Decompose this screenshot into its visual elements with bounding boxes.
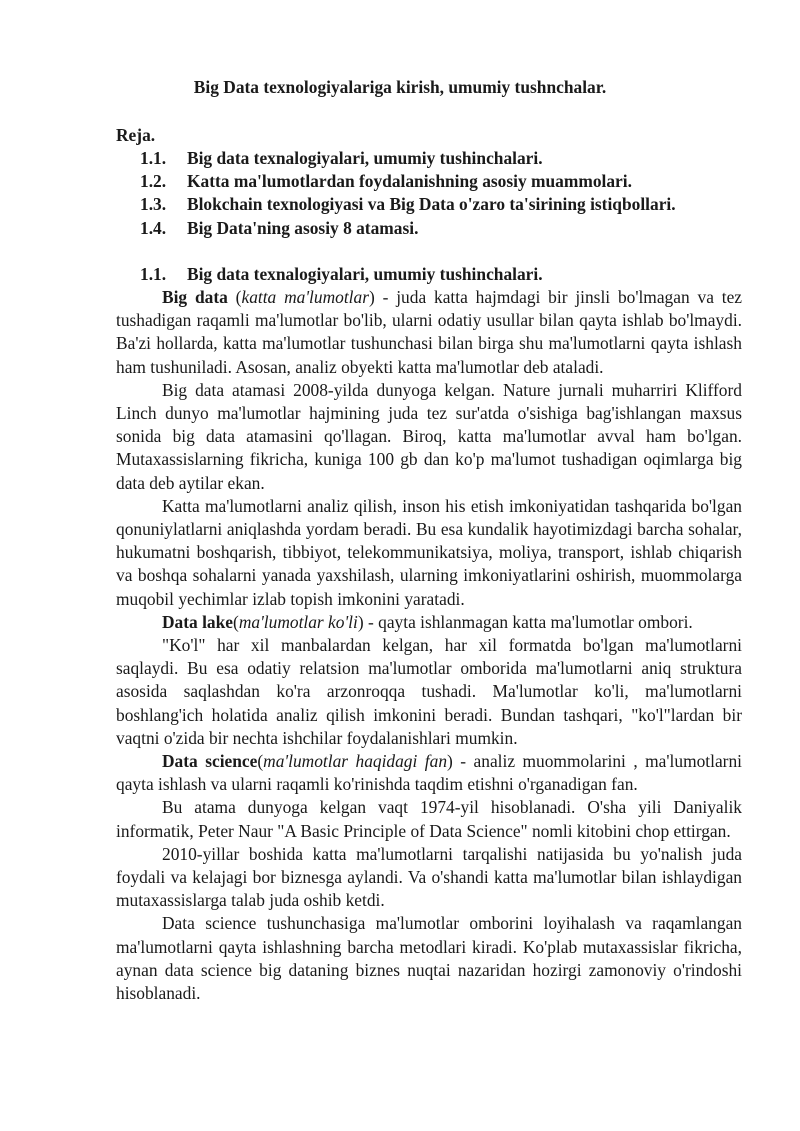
plan-item — [140, 193, 676, 216]
plan-item-text: Big data texnalogiyalari, umumiy tushinchalari. — [187, 148, 543, 168]
term-translation: ma'lumotlar haqidagi fan — [263, 751, 448, 772]
section-heading — [140, 263, 543, 286]
paren-open: ( — [257, 751, 264, 772]
plan-item-text: Blokchain texnologiyasi va Big Data o'zaro ta'sirining istiqbollari. — [187, 194, 676, 215]
plan-item-number: 1.3. — [140, 194, 167, 215]
plan-heading: Reja. — [116, 125, 156, 145]
paragraph-big-data — [116, 286, 742, 379]
paragraph-text: ) - analiz muommolarini , ma'lumotlarni qayta ishlash va ularni raqamli ko'rinishda taqdim etishni o'rganadigan fan. — [116, 751, 742, 795]
paren-open: ( — [227, 287, 242, 307]
section-title: Big data texnalogiyalari, umumiy tushinchalari. — [187, 264, 543, 284]
plan-list — [140, 147, 676, 240]
plan-item-number: 1.2. — [140, 171, 167, 192]
term-data-science: Data science — [162, 751, 258, 772]
paragraph: 2010-yillar boshida katta ma'lumotlarni tarqalishi natijasida bu yo'nalish juda foydali va kelajagi bor biznesga aylandi. Va o'shandi katta ma'lumotlar bilan ishlaydigan mutaxassislarga talab juda oshib ketdi. — [116, 843, 742, 911]
term-data-lake: Data lake — [162, 611, 234, 632]
paragraph-text: ) - juda katta hajmdagi bir jinsli bo'lmagan va tez tushadigan raqamli ma'lumotlar bo'lib, ularni odatiy usullar bilan qayta ishlab bo'lmaydi. Ba'zi hollarda, katta ma'lumotlar tushunchasi bilan birga shu ma'lumotlarni qayta ishlash ham tushuniladi. Asosan, analiz obyekti katta ma'lumotlar deb ataladi. — [116, 287, 743, 377]
paragraph: Data science tushunchasiga ma'lumotlar omborini loyihalash va raqamlangan ma'lumotlarni qayta ishlashning barcha metodlari kiradi. Ko'plab mutaxassislar fikricha, aynan data science big dataning biznes nuqtai nazaridan hozirgi zamonoviy o'rindoshi hisoblanadi. — [116, 913, 742, 1004]
paragraph-data-lake — [116, 611, 742, 634]
paren-open: ( — [233, 611, 239, 632]
paragraph: "Ko'l" har xil manbalardan kelgan, har xil formatda bo'lgan ma'lumotlarni saqlaydi. Bu esa odatiy relatsion ma'lumotlar omborida ma'lumotlarni aniq struktura asosida saqlashdan ko'ra arzonroqqa tushadi. Ma'lumotlar ko'li, ma'lumotlarni boshlang'ich holatida analiz qilish imkonini beradi. Bundan tashqari, "ko'l"lardan bir vaqtni o'zida bir nechta ishchilar foydalanishlari mumkin. — [116, 635, 742, 748]
paragraph-data-science — [116, 750, 742, 796]
paragraph: Big data atamasi 2008-yilda dunyoga kelgan. Nature jurnali muharriri Klifford Linch dunyo ma'lumotlar hajmining juda tez sur'atda o'sishiga bag'ishlangan maxsus sonida big data atamasini qo'llagan. Biroq, katta ma'lumotlar avval ham bo'lgan. Mutaxassislarning fikricha, kuniga 100 gb dan ko'p ma'lumot tushadigan oqimlarga big data deb aytilar ekan. — [116, 379, 742, 493]
paragraph: Katta ma'lumotlarni analiz qilish, inson his etish imkoniyatidan tashqarida bo'lgan qonuniylatlarni aniqlashda yordam beradi. Bu esa kundalik hayotimizdagi barcha sohalar, hukumatni boshqarish, tibbiyot, telekommunikatsiya, moliya, transport, ishlab chiqarish va boshqa sohalarni yanada yaxshilash, ularning imkoniyatlarini oshirish, muommolarga muqobil yechimlar izlab topish imkonini yaratadi. — [116, 495, 742, 609]
term-translation: katta ma'lumotlar — [241, 287, 369, 307]
plan-item-number: 1.1. — [140, 148, 167, 168]
plan-item — [140, 147, 676, 170]
paragraph: Bu atama dunyoga kelgan vaqt 1974-yil hisoblanadi. O'sha yili Daniyalik informatik, Peter Naur "A Basic Principle of Data Science" nomli kitobini chop ettirgan. — [116, 797, 742, 841]
paragraph-text: ) - qayta ishlanmagan katta ma'lumotlar ombori. — [357, 611, 693, 632]
plan-item — [140, 217, 676, 240]
plan-item-text: Katta ma'lumotlardan foydalanishning asosiy muammolari. — [187, 171, 632, 192]
term-translation: ma'lumotlar ko'li — [238, 611, 358, 632]
plan-item — [140, 170, 676, 193]
section-body — [116, 286, 742, 1005]
term-big-data: Big data — [162, 287, 228, 307]
section-number: 1.1. — [140, 264, 167, 284]
document-title: Big Data texnologiyalariga kirish, umumiy tushnchalar. — [193, 77, 607, 97]
plan-item-number: 1.4. — [140, 217, 167, 238]
plan-item-text: Big Data'ning asosiy 8 atamasi. — [187, 217, 419, 238]
